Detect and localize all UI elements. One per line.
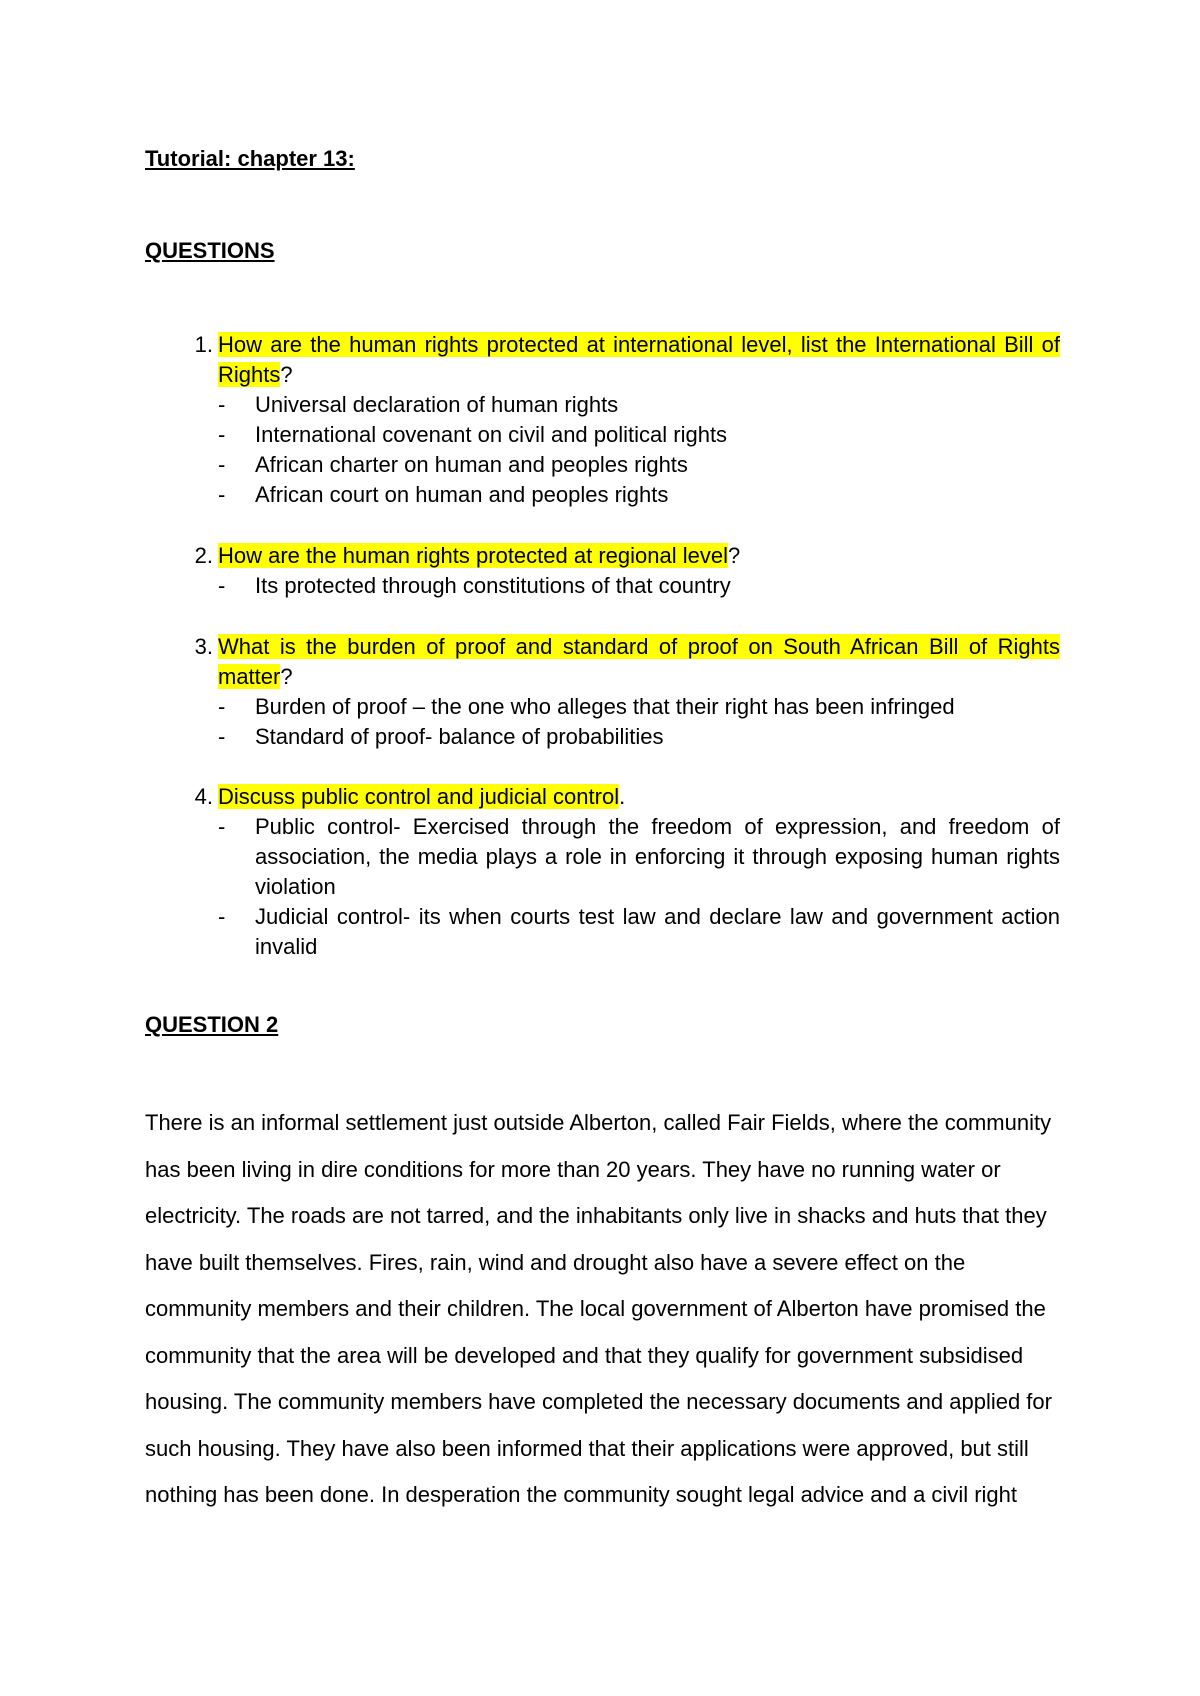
question-highlight: How are the human rights protected at regional level [218,543,728,568]
answer-item [218,722,1060,752]
answer-item [218,390,1060,420]
answer-list [145,571,1060,601]
question-item [145,330,1060,510]
answer-text: Standard of proof- balance of probabilities [255,724,664,749]
question-item [145,632,1060,752]
question-text [218,632,1060,692]
dash-bullet: - [218,482,226,507]
answer-list [145,812,1060,962]
answer-text: African charter on human and peoples rights [255,452,688,477]
question-number: 3. [194,634,213,659]
question-suffix: . [619,784,626,809]
dash-bullet: - [218,694,226,719]
question-highlight: How are the human rights protected at international level, list the International Bill of Rights [218,332,1060,387]
answer-item [218,902,1060,962]
answer-item [218,571,1060,601]
answer-text: International covenant on civil and political rights [255,422,728,447]
question-highlight: Discuss public control and judicial control [218,784,620,809]
dash-bullet: - [218,392,226,417]
question-text [218,782,1060,812]
dash-bullet: - [218,904,226,929]
question-item [145,541,1060,601]
dash-bullet: - [218,814,226,839]
dash-bullet: - [218,724,226,749]
question-highlight: What is the burden of proof and standard of proof on South African Bill of Rights matter [218,634,1060,689]
question-suffix: ? [727,543,741,568]
question-suffix: ? [280,362,293,387]
dash-bullet: - [218,573,226,598]
question-number: 4. [194,784,213,809]
dash-bullet: - [218,422,226,447]
question-item [145,782,1060,962]
dash-bullet: - [218,452,226,477]
answer-text: Its protected through constitutions of that country [255,573,731,598]
answer-item [218,420,1060,450]
answer-text: Burden of proof – the one who alleges that their right has been infringed [255,694,955,719]
answer-item [218,450,1060,480]
answer-list [145,692,1060,752]
answer-text: Universal declaration of human rights [255,392,619,417]
answer-item [218,812,1060,902]
question2-paragraph: There is an informal settlement just outside Alberton, called Fair Fields, where the community has been living in dire conditions for more than 20 years. They have no running water or electricity. The roads are not tarred, and the inhabitants only live in shacks and huts that they have built themselves. Fires, rain, wind and drought also have a severe effect on the community members and their children. The local government of Alberton have promised the community that the area will be developed and that they qualify for government subsidised housing. The community members have completed the necessary documents and applied for such housing. They have also been informed that their applications were approved, but still nothing has been done. In desperation the community sought legal advice and a civil right [145,1110,1052,1507]
question-number: 2. [194,543,213,568]
questions-heading: QUESTIONS [145,238,275,263]
answer-text: Judicial control- its when courts test law and declare law and government action invalid [255,904,1060,959]
answer-text: African court on human and peoples rights [255,482,669,507]
answer-text: Public control- Exercised through the freedom of expression, and freedom of association, the media plays a role in enforcing it through exposing human rights violation [255,814,1060,899]
page-title: Tutorial: chapter 13: [145,146,355,171]
question2-heading: QUESTION 2 [145,1012,279,1037]
answer-item [218,692,1060,722]
question-text [218,541,1060,571]
question-text [218,330,1060,390]
answer-item [218,480,1060,510]
question-suffix: ? [280,664,293,689]
question-number: 1. [194,332,213,357]
answer-list [145,390,1060,510]
